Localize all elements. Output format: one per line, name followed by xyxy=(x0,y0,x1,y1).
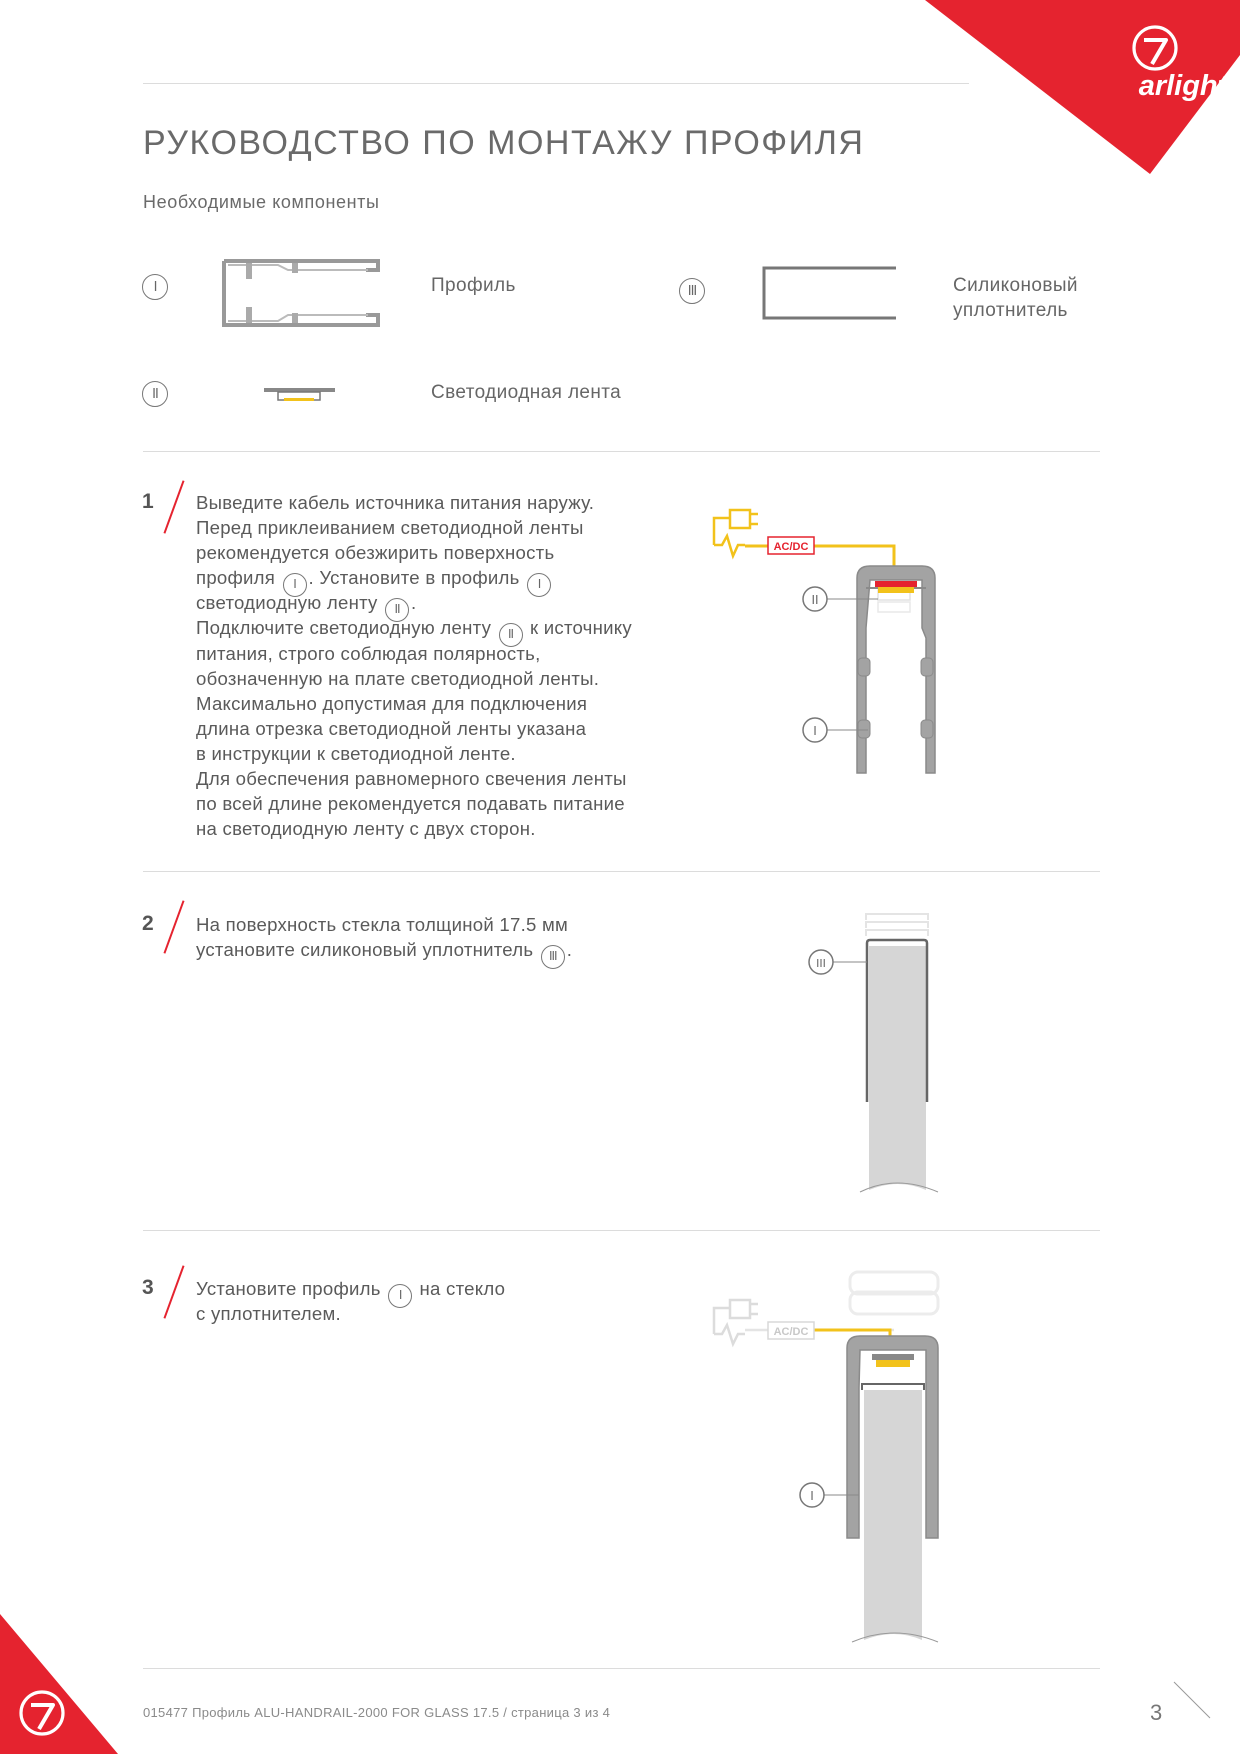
power-label: AC/DC xyxy=(773,1326,809,1338)
power-plug-icon xyxy=(714,1300,758,1344)
step-1-number: 1 xyxy=(142,490,154,513)
step-3-number: 3 xyxy=(142,1276,154,1299)
step-3-line: с уплотнителем. xyxy=(196,1303,341,1325)
step-1-line: в инструкции к светодиодной ленте. xyxy=(196,742,516,764)
step-1-line: Перед приклеиванием светодиодной ленты xyxy=(196,517,584,539)
step-3-text-segment: Установите профиль xyxy=(196,1278,387,1299)
step-2-figure xyxy=(800,912,960,1197)
callout-seal: III xyxy=(816,957,826,970)
callout-profile: I xyxy=(810,1489,814,1503)
profile-section xyxy=(857,566,935,773)
step-3-slash xyxy=(163,1265,184,1318)
component-label-seal-line-2: уплотнитель xyxy=(953,300,1068,321)
step-1-line xyxy=(196,565,632,590)
brand-corner xyxy=(900,0,1240,180)
step-1-line: питания, строго соблюдая полярность, xyxy=(196,642,541,664)
page-corner-line xyxy=(1172,1680,1212,1720)
component-label-seal xyxy=(953,273,1078,323)
header-divider xyxy=(143,83,969,84)
step-3-text xyxy=(196,1276,505,1326)
led-strip-icon xyxy=(262,384,337,404)
section-divider-2 xyxy=(143,871,1100,872)
numeral-badge: I xyxy=(388,1284,412,1308)
step-1-text-segment: светодиодную ленту xyxy=(196,592,384,614)
profile-section-icon xyxy=(218,255,383,330)
step-1-line: рекомендуется обезжирить поверхность xyxy=(196,542,555,564)
component-numeral-1: I xyxy=(142,274,168,300)
step-1-line xyxy=(196,615,632,640)
step-1-line: Выведите кабель источника питания наружу. xyxy=(196,492,595,513)
step-1-text xyxy=(196,490,632,841)
components-subtitle: Необходимые компоненты xyxy=(143,192,380,212)
numeral-badge: I xyxy=(527,573,551,597)
step-3-text-segment: на стекло xyxy=(414,1278,506,1299)
step-3-line xyxy=(196,1276,505,1301)
step-1-text-segment: Подключите светодиодную ленту xyxy=(196,617,497,639)
step-2-text-segment: установите силиконовый уплотнитель xyxy=(196,939,539,961)
page-number: 3 xyxy=(1150,1700,1163,1725)
step-2-slash xyxy=(163,900,184,953)
step-2-number: 2 xyxy=(142,912,154,935)
step-1-text-segment: к источнику xyxy=(524,617,632,639)
step-1-text-segment: . Установите в профиль xyxy=(308,567,525,589)
component-numeral-2: II xyxy=(142,381,168,407)
component-label-led-strip: Светодиодная лента xyxy=(431,382,622,403)
footer-divider xyxy=(143,1668,1100,1669)
component-label-seal-line-1: Силиконовый xyxy=(953,275,1078,296)
step-2-text-segment: . xyxy=(566,939,573,961)
callout-strip: II xyxy=(811,593,819,607)
step-1-line: обозначенную на плате светодиодной ленты. xyxy=(196,667,600,689)
step-2-text xyxy=(196,912,572,962)
page-title: РУКОВОДСТВО ПО МОНТАЖУ ПРОФИЛЯ xyxy=(143,124,865,162)
step-1-line: Максимально допустимая для подключения xyxy=(196,692,588,714)
numeral-badge: II xyxy=(499,623,523,647)
step-1-text-segment: профиля xyxy=(196,567,281,589)
step-1-figure xyxy=(700,498,960,778)
section-divider-3 xyxy=(143,1230,1100,1231)
step-1-line xyxy=(196,590,632,615)
component-numeral-3: III xyxy=(679,278,705,304)
component-label-profile: Профиль xyxy=(431,275,516,296)
footer-text: 015477 Профиль ALU-HANDRAIL-2000 FOR GLASS 17.5 / страница 3 из 4 xyxy=(143,1705,611,1720)
step-3-figure xyxy=(700,1268,960,1648)
step-1-line: по всей длине рекомендуется подавать питание xyxy=(196,793,625,815)
brand-corner-bottom xyxy=(0,1614,120,1754)
power-plug-icon xyxy=(714,510,758,556)
step-1-line: длина отрезка светодиодной ленты указана xyxy=(196,717,587,739)
numeral-badge: III xyxy=(541,945,565,969)
step-1-line: на светодиодную ленту с двух сторон. xyxy=(196,818,536,840)
step-1-line: Для обеспечения равномерного свечения ленты xyxy=(196,768,627,790)
callout-profile: I xyxy=(813,724,817,738)
silicone-seal-icon xyxy=(758,264,898,322)
step-2-line: На поверхность стекла толщиной 17.5 мм xyxy=(196,914,569,935)
step-1-slash xyxy=(163,480,184,533)
brand-logo-text: arlight xyxy=(1138,70,1228,102)
step-1-text-segment: . xyxy=(411,592,417,614)
section-divider-1 xyxy=(143,451,1100,452)
power-label: AC/DC xyxy=(773,541,809,553)
numeral-badge: I xyxy=(283,573,307,597)
numeral-badge: II xyxy=(385,598,409,622)
step-2-line xyxy=(196,937,572,962)
